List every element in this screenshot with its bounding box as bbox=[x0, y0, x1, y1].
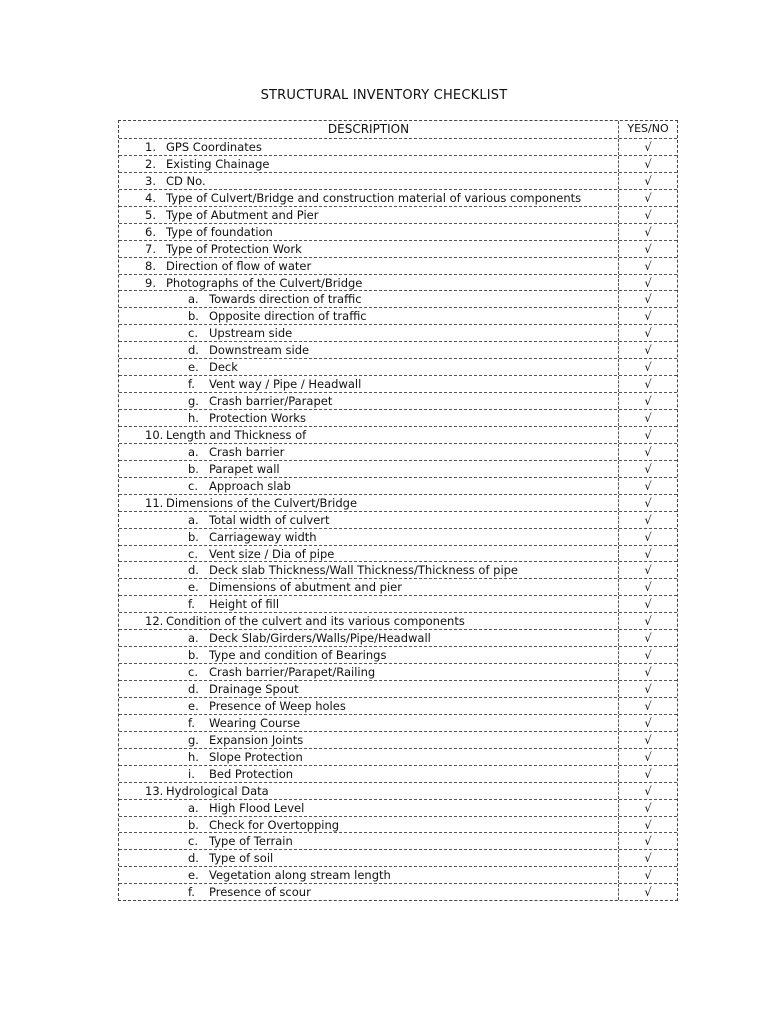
item-number: d. bbox=[188, 851, 199, 866]
row-description bbox=[119, 698, 619, 714]
item-label: Vent size / Dia of pipe bbox=[209, 546, 335, 561]
check-mark: √ bbox=[644, 394, 652, 409]
item-number: b. bbox=[188, 309, 199, 324]
check-mark: √ bbox=[644, 648, 652, 663]
check-mark: √ bbox=[644, 783, 652, 798]
row-description bbox=[119, 342, 619, 358]
row-description bbox=[119, 647, 619, 663]
row-description bbox=[119, 613, 619, 629]
item-number: 6. bbox=[145, 224, 156, 239]
checklist-row bbox=[119, 799, 677, 816]
checklist-row bbox=[119, 155, 677, 172]
row-description bbox=[119, 596, 619, 612]
checklist-row bbox=[119, 697, 677, 714]
check-mark: √ bbox=[644, 682, 652, 696]
row-description bbox=[119, 190, 619, 206]
item-number: b. bbox=[188, 461, 199, 476]
item-label: Deck Slab/Girders/Walls/Pipe/Headwall bbox=[209, 631, 431, 646]
row-description bbox=[119, 630, 619, 646]
row-description bbox=[119, 139, 619, 155]
checklist-row bbox=[119, 257, 677, 274]
item-number: 3. bbox=[145, 173, 156, 188]
item-label: Type of Protection Work bbox=[166, 241, 302, 256]
row-description bbox=[119, 173, 619, 189]
item-label: Downstream side bbox=[209, 343, 310, 358]
row-description bbox=[119, 359, 619, 375]
checklist-table bbox=[118, 120, 678, 901]
item-label: Presence of scour bbox=[209, 885, 311, 900]
checklist-row bbox=[119, 341, 677, 358]
item-number: g. bbox=[188, 394, 199, 409]
item-number: d. bbox=[188, 343, 199, 358]
checklist-row bbox=[119, 748, 677, 765]
check-mark: √ bbox=[644, 580, 652, 595]
item-number: e. bbox=[188, 580, 199, 595]
row-description bbox=[119, 579, 619, 595]
item-label: Carriageway width bbox=[209, 529, 317, 544]
check-mark: √ bbox=[644, 885, 652, 900]
item-label: Vent way / Pipe / Headwall bbox=[209, 377, 362, 392]
check-mark: √ bbox=[644, 258, 652, 273]
check-mark: √ bbox=[644, 698, 652, 713]
checklist-row bbox=[119, 494, 677, 511]
checklist-row bbox=[119, 832, 677, 849]
row-description bbox=[119, 766, 619, 782]
check-mark: √ bbox=[644, 715, 652, 730]
item-label: Type of Abutment and Pier bbox=[166, 207, 319, 222]
row-description bbox=[119, 393, 619, 409]
checklist-row bbox=[119, 765, 677, 782]
item-label: Drainage Spout bbox=[209, 682, 299, 696]
checklist-row bbox=[119, 290, 677, 307]
row-description bbox=[119, 800, 619, 816]
check-mark: √ bbox=[644, 377, 652, 392]
checklist-row bbox=[119, 172, 677, 189]
item-label: Approach slab bbox=[209, 478, 291, 493]
check-mark: √ bbox=[644, 597, 652, 612]
checklist-row bbox=[119, 595, 677, 612]
check-mark: √ bbox=[644, 817, 652, 832]
check-mark: √ bbox=[644, 309, 652, 324]
checklist-row bbox=[119, 392, 677, 409]
row-description bbox=[119, 410, 619, 426]
checklist-row bbox=[119, 375, 677, 392]
check-mark: √ bbox=[644, 766, 652, 781]
row-description bbox=[119, 715, 619, 731]
item-number: f. bbox=[188, 715, 195, 730]
item-number: b. bbox=[188, 529, 199, 544]
item-number: c. bbox=[188, 665, 198, 680]
checklist-row bbox=[119, 324, 677, 341]
row-description bbox=[119, 512, 619, 528]
checklist-row bbox=[119, 528, 677, 545]
checklist-row bbox=[119, 849, 677, 866]
item-number: 9. bbox=[145, 275, 156, 290]
item-number: b. bbox=[188, 817, 199, 832]
item-label: Check for Overtopping bbox=[209, 817, 340, 832]
row-description bbox=[119, 308, 619, 324]
item-label: Photographs of the Culvert/Bridge bbox=[166, 275, 363, 290]
item-number: i. bbox=[188, 766, 195, 781]
row-description bbox=[119, 291, 619, 307]
checklist-row bbox=[119, 460, 677, 477]
item-number: 7. bbox=[145, 241, 156, 256]
checklist-row bbox=[119, 731, 677, 748]
row-description bbox=[119, 376, 619, 392]
check-mark: √ bbox=[644, 427, 652, 442]
item-number: f. bbox=[188, 377, 195, 392]
checklist-row bbox=[119, 629, 677, 646]
item-label: Deck bbox=[209, 360, 238, 375]
description-header: DESCRIPTION bbox=[119, 121, 619, 138]
item-label: Upstream side bbox=[209, 326, 293, 341]
row-description bbox=[119, 817, 619, 833]
row-description bbox=[119, 241, 619, 257]
item-number: d. bbox=[188, 563, 199, 578]
check-mark: √ bbox=[644, 868, 652, 883]
item-number: 8. bbox=[145, 258, 156, 273]
item-label: Type of soil bbox=[209, 851, 274, 866]
check-mark: √ bbox=[644, 140, 652, 154]
row-description bbox=[119, 427, 619, 443]
checklist-row bbox=[119, 612, 677, 629]
item-number: f. bbox=[188, 885, 195, 900]
row-description bbox=[119, 529, 619, 545]
row-description bbox=[119, 207, 619, 223]
item-label: Total width of culvert bbox=[209, 512, 330, 527]
table-header-row bbox=[119, 121, 677, 138]
item-label: Height of fill bbox=[209, 597, 280, 612]
item-number: 10. bbox=[145, 427, 164, 442]
item-number: 1. bbox=[145, 140, 156, 154]
item-number: c. bbox=[188, 326, 198, 341]
item-number: d. bbox=[188, 682, 199, 696]
row-description bbox=[119, 444, 619, 460]
check-mark: √ bbox=[644, 546, 652, 561]
checklist-row bbox=[119, 816, 677, 833]
checklist-row bbox=[119, 138, 677, 155]
row-description bbox=[119, 224, 619, 240]
item-label: High Flood Level bbox=[209, 800, 305, 815]
item-number: e. bbox=[188, 698, 199, 713]
item-number: e. bbox=[188, 868, 199, 883]
item-label: Parapet wall bbox=[209, 461, 280, 476]
item-number: h. bbox=[188, 749, 199, 764]
row-description bbox=[119, 850, 619, 866]
check-mark: √ bbox=[644, 343, 652, 358]
row-description bbox=[119, 258, 619, 274]
item-label: Crash barrier/Parapet/Railing bbox=[209, 665, 376, 680]
yesno-header: YES/NO bbox=[627, 122, 669, 135]
document-title: STRUCTURAL INVENTORY CHECKLIST bbox=[260, 88, 508, 103]
item-label: Length and Thickness of bbox=[166, 427, 307, 442]
checklist-row bbox=[119, 443, 677, 460]
item-label: Presence of Weep holes bbox=[209, 698, 346, 713]
checklist-row bbox=[119, 240, 677, 257]
check-mark: √ bbox=[644, 326, 652, 341]
check-mark: √ bbox=[644, 275, 652, 290]
row-description bbox=[119, 833, 619, 849]
row-description bbox=[119, 495, 619, 511]
row-description bbox=[119, 867, 619, 883]
check-mark: √ bbox=[644, 224, 652, 239]
item-label: Direction of flow of water bbox=[166, 258, 312, 273]
checklist-row bbox=[119, 189, 677, 206]
check-mark: √ bbox=[644, 529, 652, 544]
check-mark: √ bbox=[644, 665, 652, 680]
item-label: Dimensions of the Culvert/Bridge bbox=[166, 495, 358, 510]
row-description bbox=[119, 275, 619, 291]
row-description bbox=[119, 325, 619, 341]
checklist-row bbox=[119, 714, 677, 731]
checklist-row bbox=[119, 680, 677, 697]
item-number: a. bbox=[188, 512, 199, 527]
item-number: a. bbox=[188, 292, 199, 307]
item-label: CD No. bbox=[166, 173, 206, 188]
checklist-row bbox=[119, 646, 677, 663]
item-number: b. bbox=[188, 648, 199, 663]
check-mark: √ bbox=[644, 563, 652, 578]
item-label: Opposite direction of traffic bbox=[209, 309, 367, 324]
item-label: Expansion Joints bbox=[209, 732, 304, 747]
check-mark: √ bbox=[644, 851, 652, 866]
row-description bbox=[119, 749, 619, 765]
item-label: Towards direction of traffic bbox=[209, 292, 362, 307]
item-number: h. bbox=[188, 411, 199, 425]
item-number: g. bbox=[188, 732, 199, 747]
item-number: 11. bbox=[145, 495, 164, 510]
row-description bbox=[119, 562, 619, 578]
check-mark: √ bbox=[644, 800, 652, 815]
check-mark: √ bbox=[644, 411, 652, 425]
check-mark: √ bbox=[644, 190, 652, 205]
item-label: Wearing Course bbox=[209, 715, 301, 730]
item-label: Vegetation along stream length bbox=[209, 868, 391, 883]
checklist-row bbox=[119, 782, 677, 799]
check-mark: √ bbox=[644, 461, 652, 476]
item-number: f. bbox=[188, 597, 195, 612]
item-number: 12. bbox=[145, 614, 164, 629]
check-mark: √ bbox=[644, 495, 652, 510]
check-mark: √ bbox=[644, 749, 652, 764]
checklist-row bbox=[119, 663, 677, 680]
item-label: Type of foundation bbox=[166, 224, 273, 239]
checklist-row bbox=[119, 206, 677, 223]
item-label: GPS Coordinates bbox=[166, 140, 262, 154]
row-description bbox=[119, 681, 619, 697]
check-mark: √ bbox=[644, 614, 652, 629]
check-mark: √ bbox=[644, 360, 652, 375]
item-number: 13. bbox=[145, 783, 164, 798]
item-label: Crash barrier/Parapet bbox=[209, 394, 333, 409]
checklist-row bbox=[119, 307, 677, 324]
item-number: 4. bbox=[145, 190, 156, 205]
check-mark: √ bbox=[644, 292, 652, 307]
check-mark: √ bbox=[644, 478, 652, 493]
item-label: Crash barrier bbox=[209, 444, 285, 459]
item-label: Protection Works bbox=[209, 411, 306, 425]
item-number: c. bbox=[188, 546, 198, 561]
check-mark: √ bbox=[644, 207, 652, 222]
checklist-row bbox=[119, 223, 677, 240]
item-number: a. bbox=[188, 631, 199, 646]
item-label: Slope Protection bbox=[209, 749, 303, 764]
check-mark: √ bbox=[644, 732, 652, 747]
check-mark: √ bbox=[644, 512, 652, 527]
row-description bbox=[119, 664, 619, 680]
item-number: c. bbox=[188, 478, 198, 493]
item-label: Condition of the culvert and its various components bbox=[166, 614, 465, 629]
check-mark: √ bbox=[644, 173, 652, 188]
item-number: a. bbox=[188, 800, 199, 815]
item-label: Type of Terrain bbox=[209, 834, 293, 849]
row-description bbox=[119, 478, 619, 494]
item-label: Existing Chainage bbox=[166, 156, 270, 171]
checklist-row bbox=[119, 477, 677, 494]
row-description bbox=[119, 546, 619, 562]
row-description bbox=[119, 783, 619, 799]
item-label: Hydrological Data bbox=[166, 783, 269, 798]
checklist-row bbox=[119, 274, 677, 291]
item-number: e. bbox=[188, 360, 199, 375]
check-mark: √ bbox=[644, 241, 652, 256]
row-description bbox=[119, 884, 619, 900]
row-description bbox=[119, 156, 619, 172]
item-label: Type of Culvert/Bridge and construction material of various components bbox=[166, 190, 582, 205]
item-number: c. bbox=[188, 834, 198, 849]
checklist-row bbox=[119, 426, 677, 443]
item-number: 5. bbox=[145, 207, 156, 222]
checklist-row bbox=[119, 561, 677, 578]
item-label: Bed Protection bbox=[209, 766, 294, 781]
checklist-row bbox=[119, 578, 677, 595]
checklist-row bbox=[119, 511, 677, 528]
checklist-row bbox=[119, 409, 677, 426]
check-mark: √ bbox=[644, 631, 652, 646]
checklist-row bbox=[119, 545, 677, 562]
check-mark: √ bbox=[644, 444, 652, 459]
item-number: 2. bbox=[145, 156, 156, 171]
item-number: a. bbox=[188, 444, 199, 459]
checklist-row bbox=[119, 883, 677, 900]
item-label: Type and condition of Bearings bbox=[209, 648, 387, 663]
check-mark: √ bbox=[644, 834, 652, 849]
checklist-row bbox=[119, 866, 677, 883]
row-description bbox=[119, 732, 619, 748]
item-label: Dimensions of abutment and pier bbox=[209, 580, 402, 595]
item-label: Deck slab Thickness/Wall Thickness/Thickness of pipe bbox=[209, 563, 519, 578]
check-mark: √ bbox=[644, 156, 652, 171]
checklist-row bbox=[119, 358, 677, 375]
row-description bbox=[119, 461, 619, 477]
